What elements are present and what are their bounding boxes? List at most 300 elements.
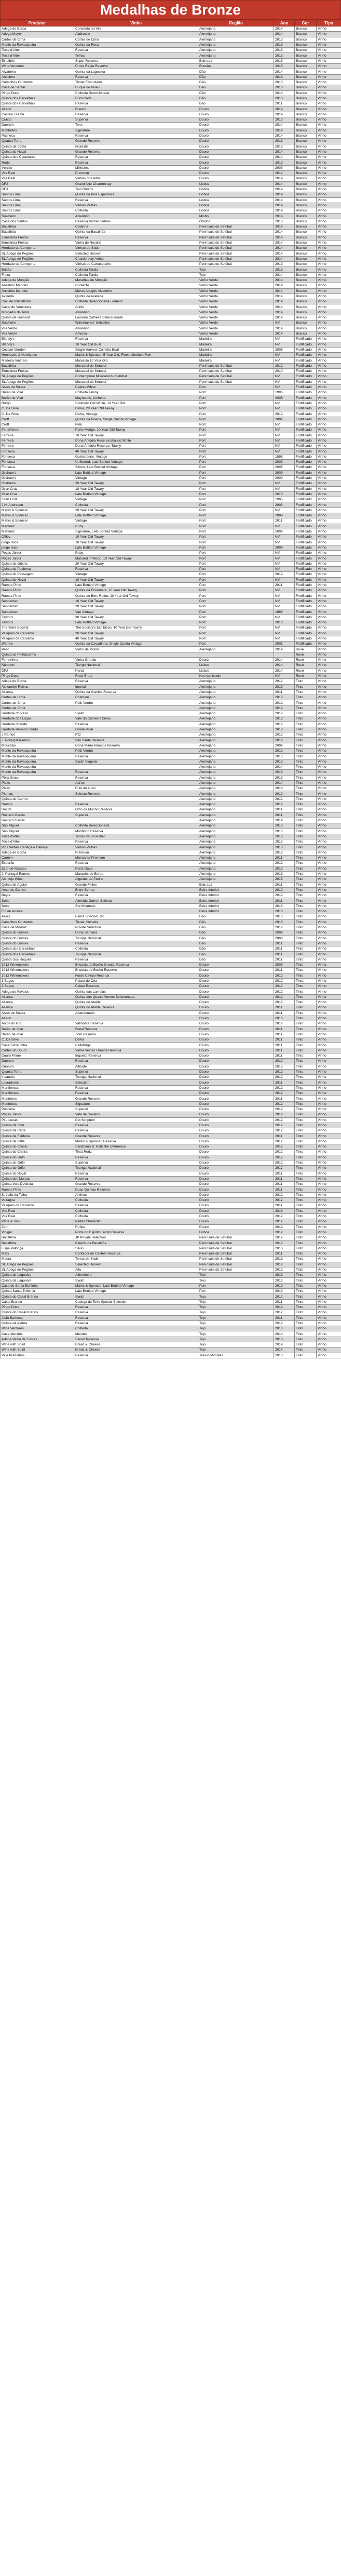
region-cell: Douro xyxy=(198,1176,274,1181)
year-cell: 2009 xyxy=(274,460,295,465)
type-cell: Vinho xyxy=(317,384,341,390)
producer-cell: Ferreira xyxy=(1,438,74,443)
region-cell: Douro xyxy=(198,1117,274,1123)
region-cell: Vinho Verde xyxy=(198,277,274,283)
table-row xyxy=(1,775,341,780)
color-cell: Tinto xyxy=(295,1203,317,1208)
producer-cell: Anselmo Mendes xyxy=(1,283,74,288)
type-cell: Vinho xyxy=(317,1064,341,1069)
wine-cell: Grande Folies xyxy=(74,882,198,887)
region-cell: Península de Setúbal xyxy=(198,363,274,368)
wine-cell: Grade Villar xyxy=(74,727,198,732)
year-cell: 2012 xyxy=(274,738,295,743)
producer-cell: DFJ xyxy=(1,668,74,673)
color-cell: Fortificado xyxy=(295,358,317,363)
wine-cell: Quinta da Bacalhôa xyxy=(74,230,198,235)
producer-cell: Alves xyxy=(1,914,74,919)
type-cell: Vinho xyxy=(317,1016,341,1021)
table-row xyxy=(1,144,341,149)
table-row xyxy=(1,743,341,748)
region-cell: Península de Setúbal xyxy=(198,1267,274,1272)
region-cell: Port xyxy=(198,642,274,647)
color-cell: Fortificado xyxy=(295,577,317,582)
producer-cell: Aveleda xyxy=(1,293,74,299)
producer-cell: Quinta da Lagoalva xyxy=(1,1278,74,1283)
wine-cell: 10 Year Old Bual xyxy=(74,342,198,347)
producer-cell: Wine Ventures xyxy=(1,1326,74,1331)
year-cell: 2012 xyxy=(274,572,295,577)
table-row xyxy=(1,277,341,283)
region-cell: Dão xyxy=(198,74,274,79)
wine-cell: Reserva xyxy=(74,337,198,342)
color-cell: Branco xyxy=(295,235,317,240)
producer-cell: Santos Lima xyxy=(1,192,74,197)
type-cell: Vinho xyxy=(317,197,341,203)
producer-cell: Quinta do Casal Branco xyxy=(1,1310,74,1315)
wine-cell: Quinta da Lagoalva xyxy=(74,69,198,74)
year-cell: 2013 xyxy=(274,219,295,224)
region-cell: Península de Setúbal xyxy=(198,230,274,235)
color-cell: Fortificado xyxy=(295,524,317,529)
table-row xyxy=(1,1112,341,1117)
color-cell: Tinto xyxy=(295,684,317,689)
color-cell: Branco xyxy=(295,288,317,293)
table-row xyxy=(1,909,341,914)
producer-cell: São Miguel xyxy=(1,829,74,834)
wine-cell: Alto xyxy=(74,1267,198,1272)
year-cell: 2012 xyxy=(274,1021,295,1026)
table-row xyxy=(1,208,341,213)
table-row xyxy=(1,240,341,245)
year-cell: NV xyxy=(274,384,295,390)
region-cell: Douro xyxy=(198,1123,274,1128)
type-cell: Vinho xyxy=(317,133,341,138)
producer-cell: Carmin xyxy=(1,856,74,861)
type-cell: Vinho xyxy=(317,1000,341,1005)
color-cell: Tinto xyxy=(295,1069,317,1074)
producer-cell: Quanta Terra xyxy=(1,1069,74,1074)
type-cell: Vinho xyxy=(317,663,341,668)
year-cell: 2011 xyxy=(274,1203,295,1208)
region-cell: Not Applicable xyxy=(198,673,274,678)
color-cell: Tinto xyxy=(295,887,317,892)
type-cell: Vinho xyxy=(317,475,341,481)
color-cell: Fortificado xyxy=(295,433,317,438)
producer-cell: Terra d'Alter xyxy=(1,48,74,53)
type-cell: Vinho xyxy=(317,1133,341,1139)
table-row xyxy=(1,406,341,411)
region-cell: Douro xyxy=(198,1005,274,1010)
year-cell: 2011 xyxy=(274,898,295,903)
color-cell: Fortificado xyxy=(295,502,317,508)
color-cell: Tinto xyxy=(295,1315,317,1320)
producer-cell: Sobe xyxy=(1,898,74,903)
producer-cell: Pingo Doce xyxy=(1,90,74,96)
type-cell: Vinho xyxy=(317,1096,341,1101)
producer-cell: Aliança xyxy=(1,1005,74,1010)
table-row xyxy=(1,1257,341,1262)
year-cell: 2011 xyxy=(274,1080,295,1085)
region-cell: Tejo xyxy=(198,1273,274,1278)
year-cell: 2014 xyxy=(274,310,295,315)
wine-cell: Contemporal Moscatel de Setúbal xyxy=(74,374,198,379)
type-cell: Vinho xyxy=(317,647,341,652)
wine-cell: Vinhas Velhas xyxy=(74,203,198,208)
type-cell: Vinho xyxy=(317,620,341,625)
wine-cell: Porta Nova xyxy=(74,866,198,871)
type-cell: Vinho xyxy=(317,968,341,973)
producer-cell: Quinta do Noval xyxy=(1,577,74,582)
table-row xyxy=(1,834,341,839)
producer-cell: Insaudio xyxy=(1,1075,74,1080)
region-cell: Península de Setúbal xyxy=(198,224,274,229)
table-row xyxy=(1,786,341,791)
table-row xyxy=(1,647,341,652)
type-cell: Vinho xyxy=(317,438,341,443)
region-cell: Tejo xyxy=(198,1331,274,1337)
wine-cell: Reserva xyxy=(74,112,198,117)
color-cell: Tinto xyxy=(295,818,317,823)
color-cell: Tinto xyxy=(295,994,317,999)
year-cell: 2014 xyxy=(274,818,295,823)
year-cell: 2011 xyxy=(274,582,295,588)
color-cell: Tinto xyxy=(295,1273,317,1278)
producer-cell: 3 Bagos xyxy=(1,984,74,989)
color-cell: Branco xyxy=(295,299,317,304)
table-row xyxy=(1,566,341,571)
type-cell: Vinho xyxy=(317,1091,341,1096)
wine-cell: Loureiro Colheita Seleccionada xyxy=(74,315,198,321)
type-cell: Vinho xyxy=(317,786,341,791)
color-cell: Tinto xyxy=(295,919,317,925)
region-cell: Douro xyxy=(198,1021,274,1026)
color-cell: Tinto xyxy=(295,743,317,748)
medals-table xyxy=(0,20,341,1358)
year-cell: 2014 xyxy=(274,272,295,277)
year-cell: 2012 xyxy=(274,989,295,994)
wine-cell: Silvio xyxy=(74,1246,198,1251)
year-cell: 2011 xyxy=(274,882,295,887)
table-row xyxy=(1,845,341,850)
wine-cell: Zom Reserva xyxy=(74,1032,198,1037)
type-cell: Vinho xyxy=(317,535,341,540)
table-row xyxy=(1,1262,341,1267)
table-row xyxy=(1,893,341,898)
wine-cell: Colheita xyxy=(74,1326,198,1331)
year-cell: 2014 xyxy=(274,186,295,192)
year-cell: 2009 xyxy=(274,545,295,550)
producer-cell: Sandeman xyxy=(1,598,74,604)
producer-cell: Ramos Pinto xyxy=(1,582,74,588)
wine-cell: Petit Verdot xyxy=(74,749,198,754)
type-cell: Vinho xyxy=(317,1059,341,1064)
year-cell: 2012 xyxy=(274,1150,295,1155)
region-cell: Beira Interior xyxy=(198,903,274,909)
region-cell: Tejo xyxy=(198,1347,274,1353)
type-cell: Vinho xyxy=(317,609,341,615)
producer-cell: Herdade da Comporta xyxy=(1,246,74,251)
region-cell: Península de Setúbal xyxy=(198,251,274,256)
region-cell: Douro xyxy=(198,1171,274,1176)
producer-cell: Wine Ventures xyxy=(1,64,74,69)
table-row xyxy=(1,1144,341,1150)
producer-cell: Taylor's xyxy=(1,615,74,620)
year-cell: 2013 xyxy=(274,139,295,144)
wine-cell: Ste Mountain xyxy=(74,903,198,909)
producer-cell: Castelo D'Alba xyxy=(1,112,74,117)
color-cell: Fortificado xyxy=(295,540,317,545)
table-row xyxy=(1,181,341,186)
table-row xyxy=(1,353,341,358)
producer-cell: Rocim xyxy=(1,807,74,812)
color-cell: Branco xyxy=(295,181,317,186)
type-cell: Vinho xyxy=(317,1353,341,1358)
type-cell: Vinho xyxy=(317,1224,341,1230)
year-cell: 2012 xyxy=(274,1267,295,1272)
producer-cell: Plumas xyxy=(1,791,74,796)
year-cell: 2012 xyxy=(274,1112,295,1117)
wine-cell: Reserva xyxy=(74,1203,198,1208)
wine-cell: Contacto xyxy=(74,283,198,288)
wine-cell: Vinhas Velhas xyxy=(74,845,198,850)
type-cell: Vinho xyxy=(317,230,341,235)
table-row xyxy=(1,551,341,556)
year-cell: 2011 xyxy=(274,1048,295,1053)
wine-cell: Syrah xyxy=(74,1294,198,1299)
color-cell: Tinto xyxy=(295,877,317,882)
year-cell: 2011 xyxy=(274,946,295,952)
table-row xyxy=(1,411,341,417)
type-cell: Vinho xyxy=(317,919,341,925)
year-cell: 2011 xyxy=(274,1182,295,1187)
color-cell: Fortificado xyxy=(295,465,317,470)
producer-cell: Bacalhôa xyxy=(1,1240,74,1246)
type-cell: Vinho xyxy=(317,1198,341,1203)
type-cell: Vinho xyxy=(317,978,341,983)
producer-cell: J. Portugal Ramos xyxy=(1,738,74,743)
column-header-color[interactable]: Cor xyxy=(295,20,317,26)
year-cell: 2012 xyxy=(274,1198,295,1203)
year-cell: 2012 xyxy=(274,411,295,417)
wine-cell: Colheita Tawny xyxy=(74,390,198,395)
year-cell: 2013 xyxy=(274,64,295,69)
type-cell: Vinho xyxy=(317,433,341,438)
column-header-type[interactable]: Tipo xyxy=(317,20,341,26)
producer-cell: Fonseca xyxy=(1,454,74,459)
producer-cell: João Barbosa xyxy=(1,1315,74,1320)
table-row xyxy=(1,438,341,443)
wine-cell: Mendes xyxy=(74,1331,198,1337)
column-header-year[interactable]: Ano xyxy=(274,20,295,26)
region-cell: Dão xyxy=(198,930,274,936)
type-cell: Vinho xyxy=(317,213,341,219)
producer-cell: Poças Júnior xyxy=(1,1112,74,1117)
color-cell: Tinto xyxy=(295,716,317,722)
year-cell: 2012 xyxy=(274,1224,295,1230)
year-cell: 2013 xyxy=(274,1016,295,1021)
region-cell: Madeira xyxy=(198,337,274,342)
region-cell: Douro xyxy=(198,1096,274,1101)
color-cell: Rosé xyxy=(295,652,317,657)
column-header-wine[interactable]: Vinho xyxy=(74,20,198,26)
year-cell: 2012 xyxy=(274,1075,295,1080)
table-row xyxy=(1,149,341,154)
color-cell: Tinto xyxy=(295,695,317,700)
type-cell: Vinho xyxy=(317,1123,341,1128)
wine-cell xyxy=(74,652,198,657)
producer-cell: Lavradores xyxy=(1,1080,74,1085)
type-cell: Vinho xyxy=(317,791,341,796)
region-cell: Vinho Verde xyxy=(198,331,274,336)
producer-cell: Bridão xyxy=(1,267,74,272)
wine-cell: Palato Reserva xyxy=(74,984,198,989)
type-cell: Vinho xyxy=(317,112,341,117)
region-cell: Port xyxy=(198,577,274,582)
table-row xyxy=(1,866,341,871)
type-cell: Vinho xyxy=(317,171,341,176)
type-cell: Vinho xyxy=(317,1299,341,1304)
region-cell: Bucelas xyxy=(198,64,274,69)
region-cell: Port xyxy=(198,518,274,524)
year-cell: 2013 xyxy=(274,775,295,780)
region-cell: Port xyxy=(198,566,274,571)
table-row xyxy=(1,262,341,267)
producer-cell: Martinez xyxy=(1,529,74,534)
color-cell: Tinto xyxy=(295,1128,317,1133)
color-cell: Fortificado xyxy=(295,390,317,395)
color-cell: Fortificado xyxy=(295,486,317,491)
table-row xyxy=(1,871,341,876)
region-cell: Península de Setúbal xyxy=(198,379,274,384)
wine-cell: The Society's Exhibition, 10 Year Old Tawny xyxy=(74,625,198,631)
type-cell: Vinho xyxy=(317,946,341,952)
region-cell: Port xyxy=(198,502,274,508)
region-cell: Port xyxy=(198,545,274,550)
year-cell: 2011 xyxy=(274,689,295,695)
wine-cell: Syrah Viognier xyxy=(74,759,198,764)
region-cell: Lisboa xyxy=(198,181,274,186)
wine-cell: 10 Year Old Tawny xyxy=(74,486,198,491)
table-row xyxy=(1,1128,341,1133)
color-cell: Tinto xyxy=(295,1139,317,1144)
color-cell: Tinto xyxy=(295,957,317,962)
year-cell: 2013 xyxy=(274,42,295,47)
producer-cell: Barão de Vilar xyxy=(1,1032,74,1037)
producer-cell: C. Da Silva xyxy=(1,1037,74,1043)
region-cell: Port xyxy=(198,620,274,625)
table-row xyxy=(1,1171,341,1176)
region-cell: Port xyxy=(198,582,274,588)
color-cell: Tinto xyxy=(295,1219,317,1224)
region-cell: Port xyxy=(198,438,274,443)
year-cell: 2013 xyxy=(274,909,295,914)
region-cell: Tejo xyxy=(198,1315,274,1320)
column-header-producer[interactable]: Produtor xyxy=(1,20,74,26)
region-cell: Port xyxy=(198,535,274,540)
type-cell: Vinho xyxy=(317,1053,341,1059)
table-row xyxy=(1,90,341,96)
year-cell: 2011 xyxy=(274,1053,295,1059)
producer-cell: SL Adega de Pegões xyxy=(1,379,74,384)
type-cell: Vinho xyxy=(317,1182,341,1187)
table-row xyxy=(1,133,341,138)
region-cell: Douro xyxy=(198,1166,274,1171)
region-cell: Port xyxy=(198,406,274,411)
producer-cell: Gran Cruz xyxy=(1,486,74,491)
column-header-region[interactable]: Região xyxy=(198,20,274,26)
table-row xyxy=(1,123,341,128)
producer-cell: Monte da Ravasqueira xyxy=(1,770,74,775)
table-row xyxy=(1,1304,341,1310)
region-cell: Dão xyxy=(198,96,274,101)
wine-cell: Superior xyxy=(74,1106,198,1112)
wine-cell: Arinto xyxy=(74,304,198,310)
producer-cell: Casa Mendes xyxy=(1,1331,74,1337)
type-cell: Vinho xyxy=(317,192,341,197)
wine-cell: Abandonado xyxy=(74,1010,198,1016)
table-row xyxy=(1,1053,341,1059)
year-cell: 2009 xyxy=(274,529,295,534)
type-cell: Vinho xyxy=(317,353,341,358)
producer-cell: Pacheca xyxy=(1,1106,74,1112)
year-cell: 2012 xyxy=(274,1166,295,1171)
producer-cell: Duorum xyxy=(1,1064,74,1069)
producer-cell: Ferreira xyxy=(1,444,74,449)
table-row xyxy=(1,1037,341,1043)
wine-cell: Entre Serras xyxy=(74,887,198,892)
region-cell: Óbidos xyxy=(198,219,274,224)
wine-cell: Dalva, 20 Year Old Tawny xyxy=(74,406,198,411)
table-row xyxy=(1,1310,341,1315)
wine-cell: Reserva xyxy=(74,1320,198,1326)
wine-cell: Pintas Character xyxy=(74,1219,198,1224)
table-row xyxy=(1,1016,341,1021)
region-cell: Alentejano xyxy=(198,727,274,732)
region-cell: Port xyxy=(198,449,274,454)
table-row xyxy=(1,620,341,625)
wine-cell: Bread & Cheese xyxy=(74,1347,198,1353)
region-cell: Madeira xyxy=(198,347,274,352)
year-cell: 2011 xyxy=(274,1176,295,1181)
color-cell: Tinto xyxy=(295,1117,317,1123)
wine-cell: Reserva xyxy=(74,1155,198,1160)
year-cell: 2012 xyxy=(274,749,295,754)
wine-cell: Touriga Nacional xyxy=(74,1075,198,1080)
type-cell: Vinho xyxy=(317,288,341,293)
producer-cell: Graham's xyxy=(1,475,74,481)
wine-cell: Late Bottled Vintage xyxy=(74,470,198,475)
year-cell: 2014 xyxy=(274,208,295,213)
color-cell: Fortificado xyxy=(295,384,317,390)
wine-cell: Ruby xyxy=(74,524,198,529)
table-row xyxy=(1,342,341,347)
wine-cell: Alabastro xyxy=(74,32,198,37)
color-cell: Fortificado xyxy=(295,529,317,534)
year-cell: 2011 xyxy=(274,957,295,962)
wine-cell: 10 Year Old Tawny xyxy=(74,540,198,545)
wine-cell: Palato do Côa xyxy=(74,978,198,983)
year-cell: NV xyxy=(274,566,295,571)
table-row xyxy=(1,962,341,967)
table-row xyxy=(1,1299,341,1304)
wine-cell: 20 Year Old Tawny xyxy=(74,604,198,609)
producer-cell: Quinta do Crasto xyxy=(1,1144,74,1150)
color-cell: Tinto xyxy=(295,1304,317,1310)
year-cell: 2012 xyxy=(274,994,295,999)
region-cell: Dão xyxy=(198,79,274,85)
region-cell: Lisboa xyxy=(198,663,274,668)
table-row xyxy=(1,230,341,235)
